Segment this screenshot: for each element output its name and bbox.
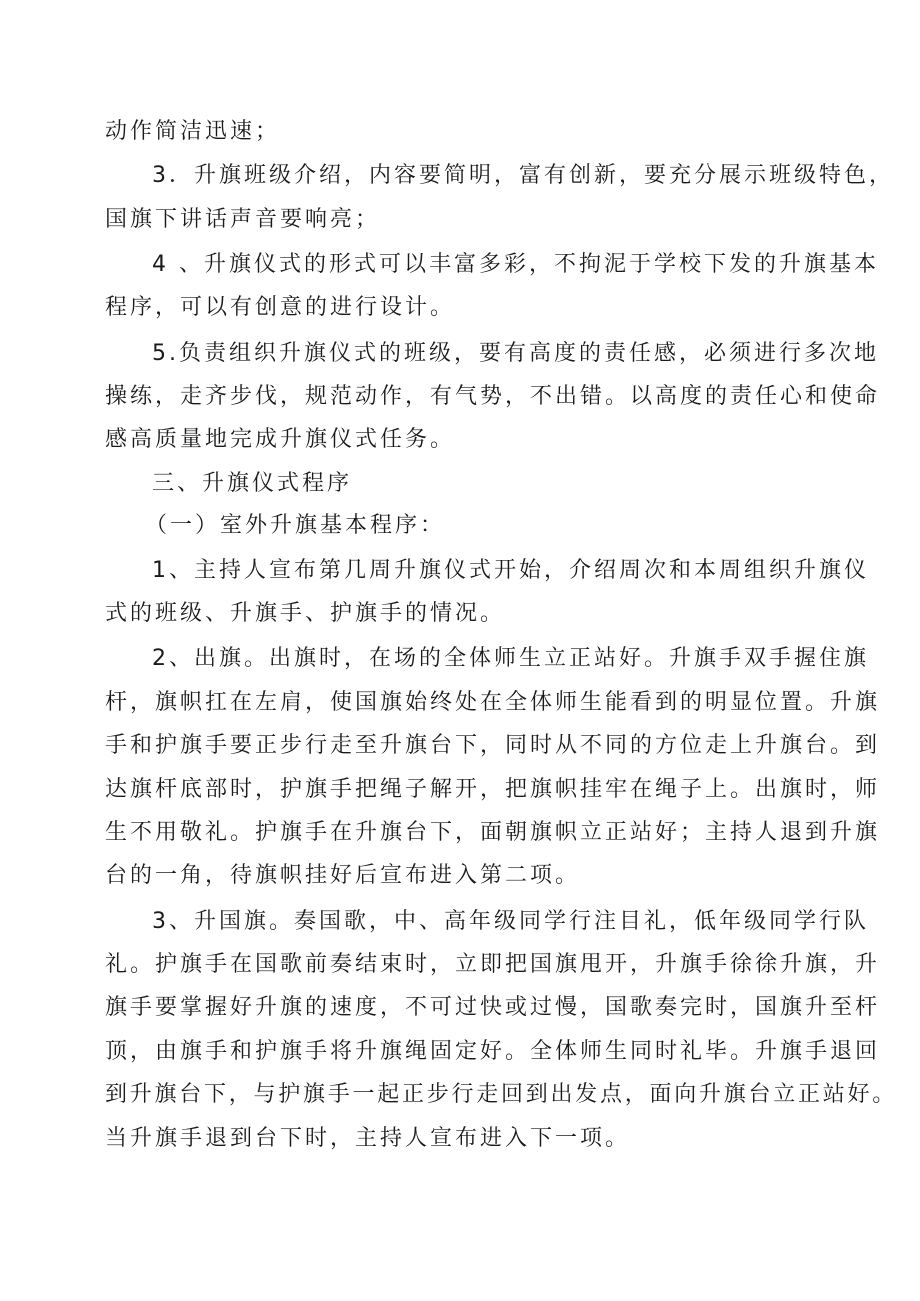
text-line: 当升旗手退到台下时，主持人宣布进入下一项。 xyxy=(105,1126,631,1151)
text-line: 式的班级、升旗手、护旗手的情况。 xyxy=(105,601,506,626)
text-line: 1、主持人宣布第几周升旗仪式开始，介绍周次和本周组织升旗仪 xyxy=(152,558,869,583)
text-line: 程序，可以有创意的进行设计。 xyxy=(105,295,456,320)
section-heading: 三、升旗仪式程序 xyxy=(152,471,353,496)
text-line: 5.负责组织升旗仪式的班级，要有高度的责任感，必须进行多次地 xyxy=(152,341,879,366)
text-line: 国旗下讲话声音要响亮； xyxy=(105,207,381,232)
text-line: 台的一角，待旗帜挂好后宣布进入第二项。 xyxy=(105,863,581,888)
text-line: 杆，旗帜扛在左肩，使国旗始终处在全体师生能看到的明显位置。升旗 xyxy=(105,690,881,715)
text-line: 生不用敬礼。护旗手在升旗台下，面朝旗帜立正站好；主持人退到升旗 xyxy=(105,820,881,845)
text-line: 旗手要掌握好升旗的速度，不可过快或过慢，国歌奏完时，国旗升至杆 xyxy=(105,995,881,1020)
text-line: 礼。护旗手在国歌前奏结束时，立即把国旗甩开，升旗手徐徐升旗，升 xyxy=(105,952,881,977)
text-line: 3、升国旗。奏国歌，中、高年级同学行注目礼，低年级同学行队 xyxy=(152,909,869,934)
text-line: 手和护旗手要正步行走至升旗台下，同时从不同的方位走上升旗台。到 xyxy=(105,733,881,758)
text-line: 顶，由旗手和护旗手将升旗绳固定好。全体师生同时礼毕。升旗手退回 xyxy=(105,1039,881,1064)
text-line: 操练，走齐步伐，规范动作，有气势，不出错。以高度的责任心和使命 xyxy=(105,384,881,409)
subsection-heading: （一）室外升旗基本程序： xyxy=(145,513,446,538)
text-line: 3．升旗班级介绍，内容要简明，富有创新，要充分展示班级特色， xyxy=(152,163,894,188)
text-line: 到升旗台下，与护旗手一起正步行走回到出发点，面向升旗台立正站好。 xyxy=(105,1082,898,1107)
text-line: 达旗杆底部时，护旗手把绳子解开，把旗帜挂牢在绳子上。出旗时，师 xyxy=(105,777,881,802)
text-line: 2、出旗。出旗时，在场的全体师生立正站好。升旗手双手握住旗 xyxy=(152,646,869,671)
text-line: 感高质量地完成升旗仪式任务。 xyxy=(105,427,456,452)
text-line: 动作简洁迅速； xyxy=(105,119,281,144)
text-line: 4 、升旗仪式的形式可以丰富多彩，不拘泥于学校下发的升旗基本 xyxy=(152,252,879,277)
